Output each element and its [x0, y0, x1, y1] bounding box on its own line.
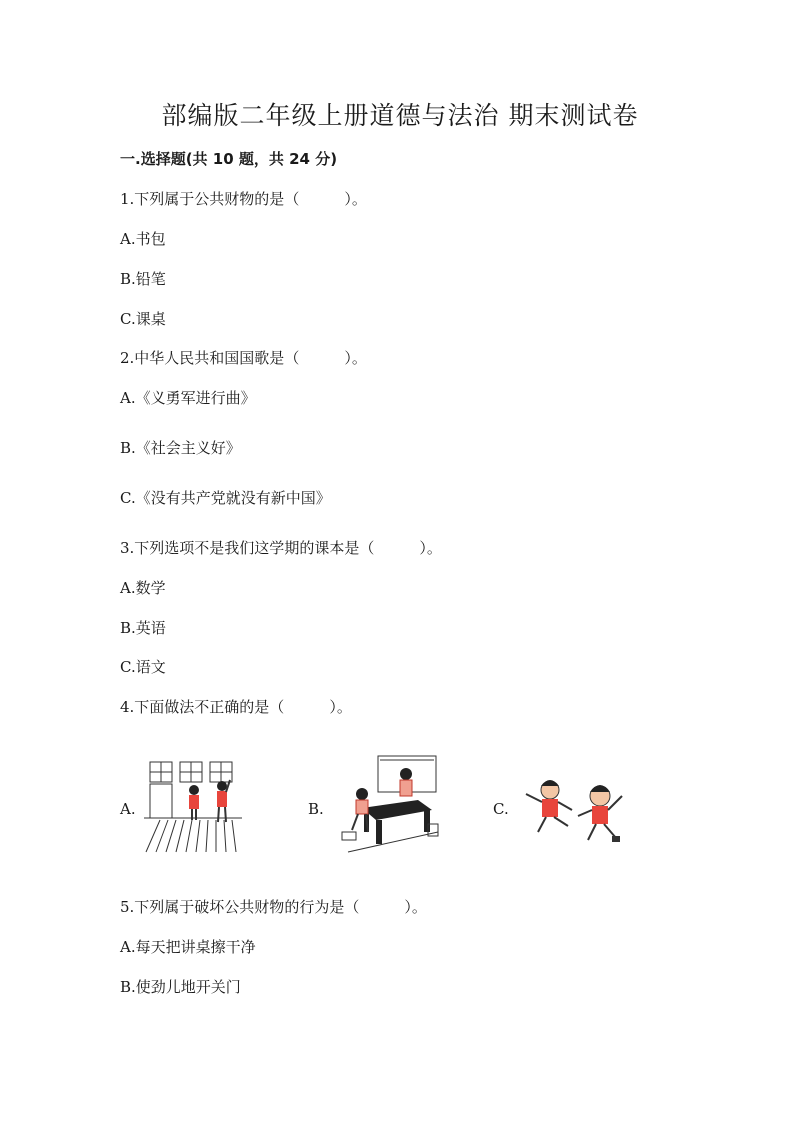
picture-kids-fighting — [516, 766, 632, 850]
question-5-option-a: A.每天把讲桌擦干净 — [120, 938, 256, 956]
question-3-option-c: C.语文 — [120, 658, 166, 676]
picture-option-a-label: A. — [120, 800, 136, 818]
picture-option-b-label: B. — [308, 800, 324, 818]
question-5-option-b: B.使劲儿地开关门 — [120, 978, 241, 996]
question-3-option-a: A.数学 — [120, 579, 166, 597]
question-5-stem: 5.下列属于破坏公共财物的行为是（ ）。 — [120, 898, 427, 916]
picture-kids-cleaning-desk — [328, 752, 440, 856]
section-heading: 一.选择题(共 10 题，共 24 分) — [120, 150, 338, 168]
question-3-option-b: B.英语 — [120, 619, 166, 637]
question-2-option-c: C.《没有共产党就没有新中国》 — [120, 489, 331, 507]
question-1-option-b: B.铅笔 — [120, 270, 166, 288]
exam-title: 部编版二年级上册道德与法治 期末测试卷 — [161, 101, 639, 130]
question-2-option-b: B.《社会主义好》 — [120, 439, 241, 457]
question-1-option-a: A.书包 — [120, 230, 166, 248]
picture-option-c-label: C. — [493, 800, 509, 818]
question-3-stem: 3.下列选项不是我们这学期的课本是（ ）。 — [120, 539, 442, 557]
question-1-option-c: C.课桌 — [120, 310, 166, 328]
question-4-stem: 4.下面做法不正确的是（ ）。 — [120, 698, 352, 716]
picture-kids-by-window — [142, 758, 246, 854]
question-1-stem: 1.下列属于公共财物的是（ ）。 — [120, 190, 367, 208]
question-2-stem: 2.中华人民共和国国歌是（ ）。 — [120, 349, 367, 367]
question-2-option-a: A.《义勇军进行曲》 — [120, 389, 256, 407]
question-4-picture-options — [120, 752, 640, 862]
